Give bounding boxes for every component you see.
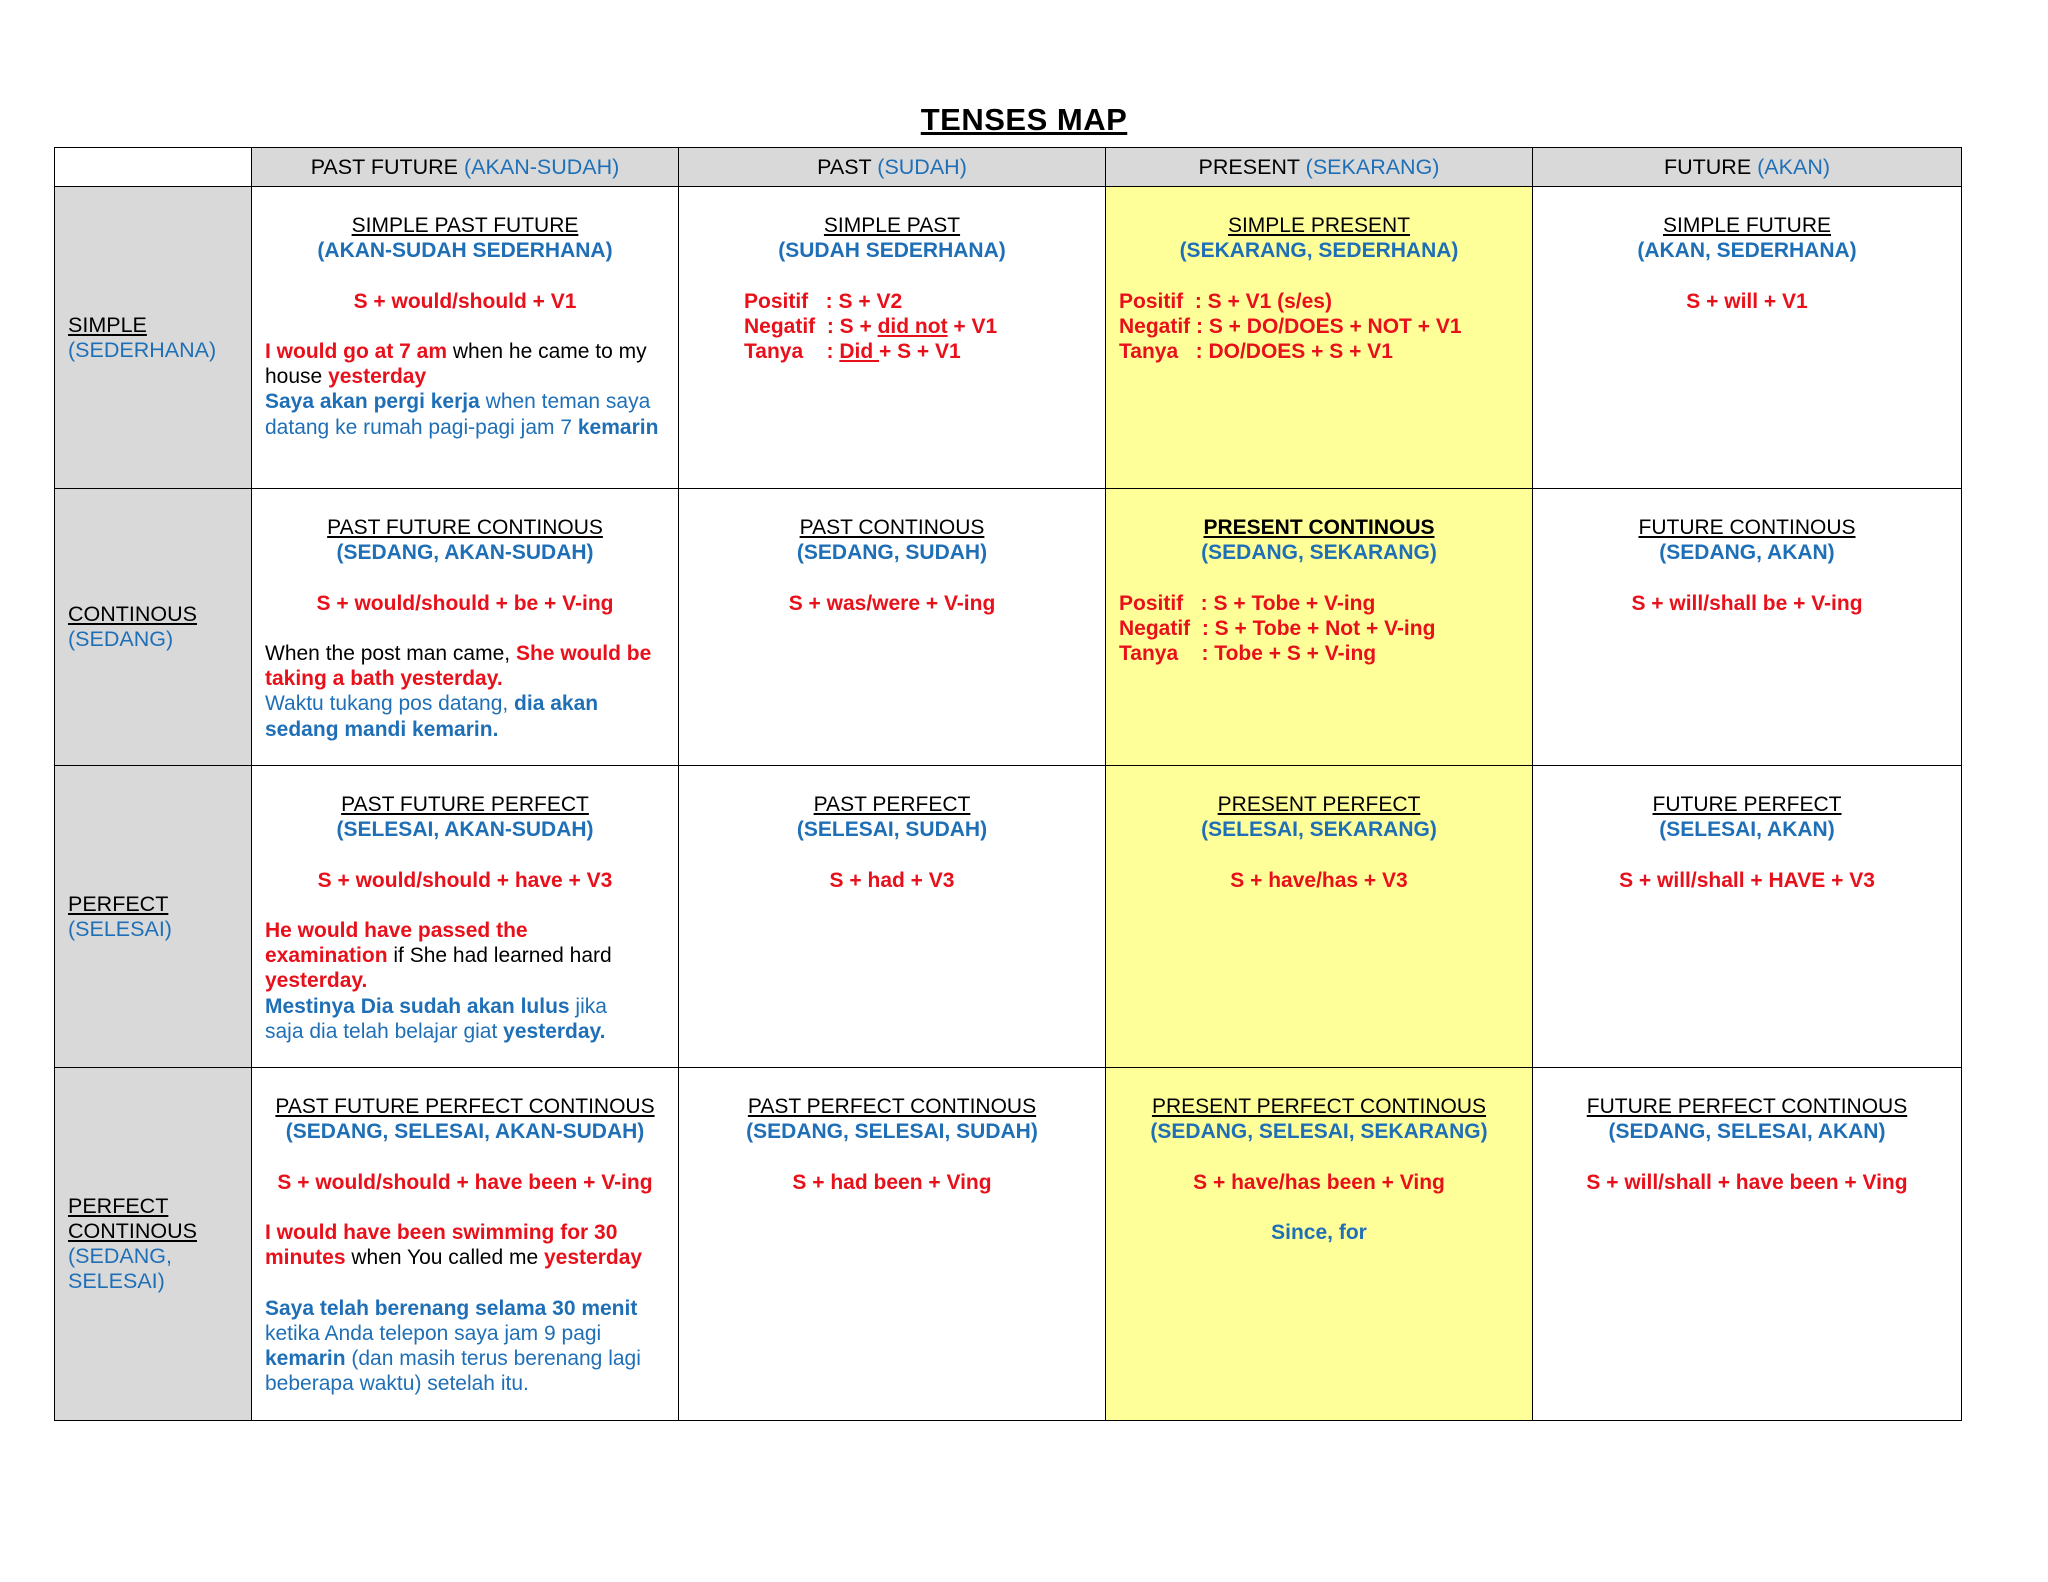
cell-note: Since, for bbox=[1271, 1220, 1367, 1244]
cell-simple-present bbox=[1106, 187, 1533, 489]
row-label-id: (SEDANG) bbox=[68, 627, 174, 651]
example-en bbox=[265, 1220, 665, 1270]
row-label-perfect-continous bbox=[55, 1068, 252, 1421]
cell-title: PRESENT CONTINOUS bbox=[1203, 516, 1435, 539]
header-corner bbox=[55, 148, 252, 187]
formula-positif: Positif : S + V2 bbox=[744, 289, 903, 313]
cell-title: FUTURE PERFECT bbox=[1652, 793, 1842, 816]
cell-subtitle: (SUDAH SEDERHANA) bbox=[778, 239, 1006, 263]
example-id bbox=[265, 691, 665, 741]
header-row bbox=[55, 148, 1962, 187]
cell-subtitle: (SELESAI, SEKARANG) bbox=[1201, 818, 1437, 842]
example-en bbox=[265, 339, 665, 389]
formula-negatif: Negatif : S + Tobe + Not + V-ing bbox=[1119, 616, 1436, 640]
cell-title: PRESENT PERFECT bbox=[1217, 793, 1421, 816]
cell-title: SIMPLE PAST bbox=[823, 214, 961, 237]
example-highlight: Saya telah berenang selama 30 menit bbox=[265, 1296, 638, 1320]
row-label-en: SIMPLE bbox=[68, 312, 147, 337]
formula-part: Did bbox=[839, 340, 879, 363]
example-highlight: yesterday. bbox=[503, 1019, 606, 1043]
example-en bbox=[265, 918, 665, 994]
cell-past-perfect bbox=[679, 766, 1106, 1068]
example-highlight: kemarin bbox=[577, 415, 659, 439]
header-en: PAST FUTURE bbox=[310, 154, 459, 179]
cell-title: PAST PERFECT CONTINOUS bbox=[747, 1095, 1037, 1118]
row-label-id: (SEDERHANA) bbox=[68, 337, 217, 362]
cell-title: FUTURE CONTINOUS bbox=[1638, 516, 1856, 539]
cell-formula: S + was/were + V-ing bbox=[788, 591, 996, 615]
formula-negatif: Negatif : S + DO/DOES + NOT + V1 bbox=[1119, 314, 1462, 338]
row-simple bbox=[55, 187, 1962, 489]
cell-past-future-continous bbox=[252, 489, 679, 766]
example-highlight: I would have been swimming for 30 minutes bbox=[265, 1220, 618, 1270]
header-en: PRESENT bbox=[1198, 154, 1300, 179]
header-id: (SEKARANG) bbox=[1305, 154, 1440, 179]
row-label-id: (SELESAI) bbox=[68, 916, 172, 941]
header-present bbox=[1106, 148, 1533, 187]
cell-future-perfect bbox=[1533, 766, 1962, 1068]
cell-formula: S + will/shall + HAVE + V3 bbox=[1619, 868, 1875, 892]
cell-formula: S + had + V3 bbox=[829, 868, 955, 892]
cell-simple-future bbox=[1533, 187, 1962, 489]
cell-title: PAST FUTURE CONTINOUS bbox=[327, 516, 603, 539]
formula-part: + V1 bbox=[947, 314, 998, 338]
cell-simple-past-future bbox=[252, 187, 679, 489]
formula-part: + S + V1 bbox=[878, 340, 961, 363]
cell-past-future-perfect-continous bbox=[252, 1068, 679, 1421]
example-text: (dan masih terus berenang lagi beberapa waktu) setelah itu. bbox=[265, 1346, 641, 1396]
cell-subtitle: (SEKARANG, SEDERHANA) bbox=[1179, 239, 1459, 263]
cell-title: PAST FUTURE PERFECT bbox=[341, 793, 589, 816]
cell-present-continous bbox=[1106, 489, 1533, 766]
example-en bbox=[265, 641, 665, 691]
cell-future-perfect-continous bbox=[1533, 1068, 1962, 1421]
cell-subtitle: (SEDANG, SELESAI, AKAN) bbox=[1608, 1120, 1886, 1144]
cell-formula: S + had been + Ving bbox=[792, 1170, 992, 1194]
cell-subtitle: (SEDANG, SELESAI, AKAN-SUDAH) bbox=[285, 1120, 645, 1144]
row-label-perfect bbox=[55, 766, 252, 1068]
cell-present-perfect bbox=[1106, 766, 1533, 1068]
header-en: PAST bbox=[817, 154, 872, 179]
header-en: FUTURE bbox=[1663, 154, 1752, 179]
cell-subtitle: (AKAN-SUDAH SEDERHANA) bbox=[317, 239, 613, 263]
header-future bbox=[1533, 148, 1962, 187]
example-highlight: I would go at 7 am bbox=[265, 339, 448, 363]
cell-formula: S + will/shall be + V-ing bbox=[1631, 591, 1863, 615]
cell-formula: S + would/should + have + V3 bbox=[317, 868, 613, 892]
example-text: Waktu tukang pos datang, bbox=[265, 692, 515, 716]
header-past-future bbox=[252, 148, 679, 187]
row-label-continous bbox=[55, 489, 252, 766]
formula-part: Tanya : bbox=[744, 340, 840, 363]
row-perfect-continous bbox=[55, 1068, 1962, 1421]
cell-subtitle: (SEDANG, SUDAH) bbox=[796, 541, 988, 565]
formula-negatif bbox=[744, 314, 1092, 339]
example-id bbox=[265, 1296, 665, 1397]
cell-subtitle: (AKAN, SEDERHANA) bbox=[1637, 239, 1857, 263]
header-id: (AKAN-SUDAH) bbox=[464, 154, 620, 179]
row-label-id: SELESAI) bbox=[68, 1269, 165, 1293]
cell-subtitle: (SELESAI, AKAN) bbox=[1659, 818, 1835, 842]
page-title: TENSES MAP bbox=[920, 102, 1128, 137]
example-highlight: He would have passed the examination bbox=[265, 918, 528, 968]
tenses-table bbox=[54, 147, 1962, 1421]
example-text: if She had learned hard bbox=[387, 944, 612, 968]
cell-title: SIMPLE PRESENT bbox=[1227, 214, 1411, 237]
example-highlight: Mestinya Dia sudah akan lulus bbox=[265, 994, 570, 1018]
example-highlight: dia akan sedang mandi kemarin. bbox=[265, 692, 599, 741]
formula-tanya: Tanya : DO/DOES + S + V1 bbox=[1119, 340, 1393, 363]
cell-subtitle: (SEDANG, AKAN) bbox=[1659, 541, 1835, 565]
cell-formula: S + would/should + be + V-ing bbox=[316, 591, 614, 615]
cell-formula: S + will + V1 bbox=[1686, 289, 1808, 313]
row-label-en: CONTINOUS bbox=[68, 602, 197, 626]
cell-formula: S + will/shall + have been + Ving bbox=[1586, 1170, 1908, 1194]
header-id: (AKAN) bbox=[1757, 154, 1831, 179]
row-label-en: CONTINOUS bbox=[68, 1219, 197, 1243]
example-id bbox=[265, 389, 665, 439]
example-text: when You called me bbox=[345, 1246, 544, 1270]
cell-subtitle: (SEDANG, SELESAI, SEKARANG) bbox=[1150, 1120, 1488, 1144]
row-continous bbox=[55, 489, 1962, 766]
cell-past-future-perfect bbox=[252, 766, 679, 1068]
cell-future-continous bbox=[1533, 489, 1962, 766]
example-highlight: yesterday. bbox=[265, 969, 368, 993]
row-label-en: PERFECT bbox=[68, 1194, 169, 1218]
cell-formula: S + would/should + have been + V-ing bbox=[277, 1170, 653, 1194]
cell-title: PAST PERFECT bbox=[813, 793, 971, 816]
formula-part: did not bbox=[877, 314, 948, 338]
cell-title: PAST FUTURE PERFECT CONTINOUS bbox=[275, 1095, 655, 1118]
cell-title: PRESENT PERFECT CONTINOUS bbox=[1151, 1095, 1487, 1118]
example-highlight: She would be taking a bath yesterday. bbox=[265, 641, 652, 691]
formula-part: Negatif : S + bbox=[744, 314, 878, 338]
cell-subtitle: (SEDANG, SELESAI, SUDAH) bbox=[746, 1120, 1038, 1144]
row-label-simple bbox=[55, 187, 252, 489]
formula-tanya: Tanya : Tobe + S + V-ing bbox=[1119, 642, 1377, 665]
cell-formula: S + have/has been + Ving bbox=[1193, 1170, 1445, 1194]
example-text: ketika Anda telepon saya jam 9 pagi bbox=[265, 1321, 602, 1345]
example-text: when teman saya datang ke rumah pagi-pagi jam 7 bbox=[265, 390, 651, 439]
cell-present-perfect-continous bbox=[1106, 1068, 1533, 1421]
formula-tanya bbox=[744, 339, 1092, 364]
example-highlight: kemarin bbox=[265, 1346, 346, 1370]
cell-past-continous bbox=[679, 489, 1106, 766]
row-perfect bbox=[55, 766, 1962, 1068]
formula-positif: Positif : S + V1 (s/es) bbox=[1119, 289, 1332, 313]
cell-title: FUTURE PERFECT CONTINOUS bbox=[1586, 1095, 1908, 1118]
cell-title: SIMPLE FUTURE bbox=[1662, 214, 1832, 237]
cell-title: PAST CONTINOUS bbox=[799, 516, 985, 539]
row-label-id: (SEDANG, bbox=[68, 1244, 172, 1268]
cell-subtitle: (SELESAI, AKAN-SUDAH) bbox=[336, 818, 594, 842]
cell-simple-past bbox=[679, 187, 1106, 489]
example-text: When the post man came, bbox=[265, 641, 516, 665]
cell-subtitle: (SEDANG, AKAN-SUDAH) bbox=[336, 541, 594, 565]
cell-subtitle: (SELESAI, SUDAH) bbox=[796, 818, 988, 842]
formula-positif: Positif : S + Tobe + V-ing bbox=[1119, 591, 1376, 615]
example-highlight: yesterday bbox=[544, 1246, 643, 1270]
cell-past-perfect-continous bbox=[679, 1068, 1106, 1421]
example-text: jika saja dia telah belajar giat bbox=[265, 994, 607, 1043]
cell-title: SIMPLE PAST FUTURE bbox=[351, 214, 579, 237]
example-highlight: Saya akan pergi kerja bbox=[265, 390, 480, 414]
row-label-en: PERFECT bbox=[68, 891, 169, 916]
header-id: (SUDAH) bbox=[877, 154, 967, 179]
example-highlight: yesterday bbox=[328, 365, 427, 389]
example-text: when he came to my house bbox=[265, 339, 647, 389]
cell-formula: S + have/has + V3 bbox=[1230, 868, 1408, 892]
example-id bbox=[265, 994, 665, 1044]
header-past bbox=[679, 148, 1106, 187]
cell-formula: S + would/should + V1 bbox=[353, 289, 577, 313]
cell-subtitle: (SEDANG, SEKARANG) bbox=[1201, 541, 1437, 565]
